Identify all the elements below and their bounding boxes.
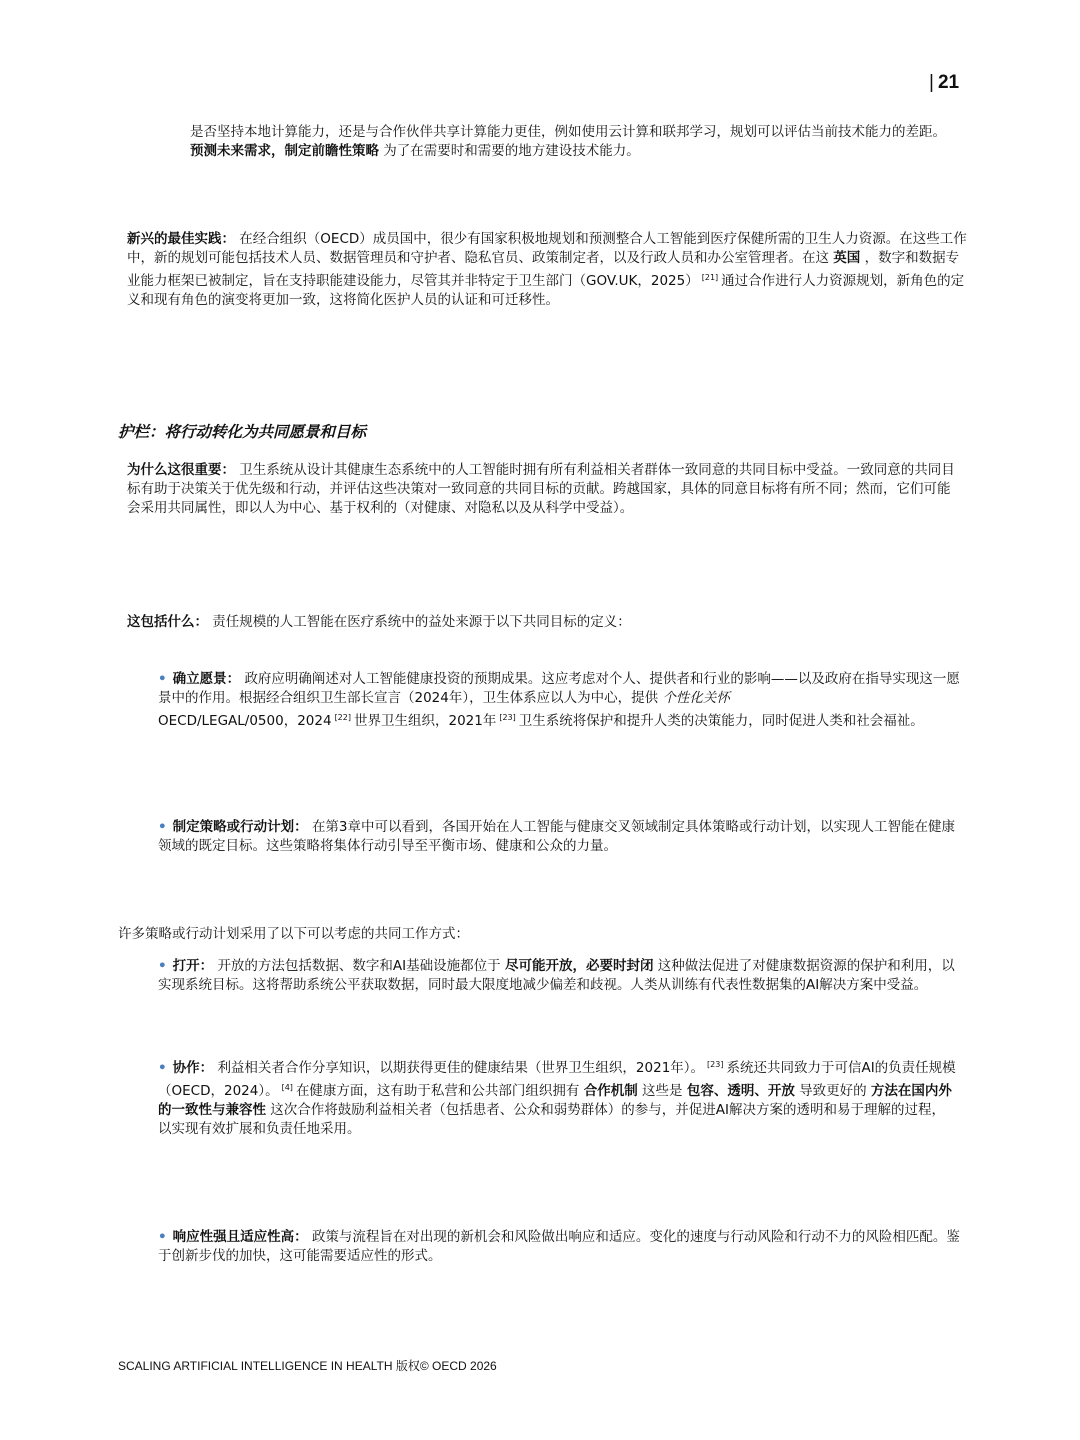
bullet-text-6: 这次合作将鼓励利益相关者（包括患者、公众和弱势群体）的参与，并促进AI解决方案的透明和易于理解的过程，以实现有效扩展和负责任地采用。 xyxy=(158,1102,946,1137)
bullet-marker: • xyxy=(158,671,167,687)
bullet-bold: 合作机制 xyxy=(583,1083,638,1099)
bullet-label: 打开： xyxy=(172,958,214,974)
bullet-text-2: 这种做法促进了对健康数据资源的保护和利用，以实现系统目标。这将帮助系统公平获取数据，同时最大限度地减少偏差和歧视。人类从训练有代表性数据集的AI解决方案中受益。 xyxy=(158,958,955,993)
reference-marker: [22] xyxy=(334,713,351,722)
bullet-open xyxy=(158,957,963,995)
bullet-marker: • xyxy=(158,1060,167,1076)
page-number-value: 21 xyxy=(937,72,960,93)
bullet-marker: • xyxy=(158,958,167,974)
page-number xyxy=(929,72,959,94)
bullet-text: 政策与流程旨在对出现的新机会和风险做出响应和适应。变化的速度与行动风险和行动不力的风险相匹配。鉴于创新步伐的加快，这可能需要适应性的形式。 xyxy=(158,1229,960,1264)
page-number-separator: | xyxy=(929,72,934,93)
reference-marker: [23] xyxy=(707,1060,724,1069)
bullet-italic: 个性化关怀 xyxy=(662,690,730,706)
reference-marker: [4] xyxy=(281,1083,293,1092)
includes-label: 这包括什么： xyxy=(127,614,208,630)
reference-marker: [23] xyxy=(499,713,516,722)
bullet-label: 协作： xyxy=(172,1060,214,1076)
intro-text: 是否坚持本地计算能力，还是与合作伙伴共享计算能力更佳，例如使用云计算和联邦学习，规划可以评估当前技术能力的差距。 xyxy=(190,124,946,140)
bullet-marker: • xyxy=(158,819,167,835)
bullet-bold-2: 包容、透明、开放 xyxy=(686,1083,795,1099)
bullet-responsive xyxy=(158,1228,963,1266)
footer: SCALING ARTIFICIAL INTELLIGENCE IN HEALTH 版权© OECD 2026 xyxy=(118,1359,497,1373)
bullet-text-4: 这些是 xyxy=(642,1083,683,1099)
bullet-bold-3: 方法在国内外的一致性与兼容性 xyxy=(158,1083,952,1118)
bullet-text-4: 卫生系统将保护和提升人类的决策能力，同时促进人类和社会福祉。 xyxy=(518,713,924,729)
best-practice-text-3: 通过合作进行人力资源规划，新角色的定义和现有角色的演变将更加一致，这将简化医护人员的认证和可迁移性。 xyxy=(127,273,965,308)
bullet-label: 制定策略或行动计划： xyxy=(172,819,308,835)
bullet-text-3: 世界卫生组织，2021年 xyxy=(353,713,497,729)
why-text: 卫生系统从设计其健康生态系统中的人工智能时拥有所有利益相关者群体一致同意的共同目标中受益。一致同意的共同目标有助于决策关于优先级和行动，并评估这些决策对一致同意的共同目标的贡献。跨越国家，具体的同意目标将有所不同；然而，它们可能会采用共同属性，即以人为中心、基于权利的（对健康、对隐私以及从科学中受益）。 xyxy=(127,462,955,516)
bullet-bold: 尽可能开放，必要时封闭 xyxy=(504,958,654,974)
best-practice-label: 新兴的最佳实践： xyxy=(127,231,235,247)
ways-intro: 许多策略或行动计划采用了以下可以考虑的共同工作方式： xyxy=(118,926,469,942)
bullet-text-5: 导致更好的 xyxy=(799,1083,867,1099)
bullet-text: 在第3章中可以看到，各国开始在人工智能与健康交叉领域制定具体策略或行动计划，以实现人工智能在健康领域的既定目标。这些策略将集体行动引导至平衡市场、健康和公众的力量。 xyxy=(158,819,956,854)
best-practice-bold: 英国 xyxy=(833,250,861,266)
best-practice-text: 在经合组织（OECD）成员国中，很少有国家积极地规划和预测整合人工智能到医疗保健所需的卫生人力资源。在这些工作中，新的规划可能包括技术人员、数据管理员和守护者、隐私官员、政策制定者，以及行政人员和办公室管理者。在这 xyxy=(127,231,967,266)
bullet-text-2: OECD/LEGAL/0500，2024 xyxy=(158,713,332,729)
bullet-strategy xyxy=(158,818,958,856)
bullet-text-2: 系统还共同致力于可信AI的负责任规模（OECD，2024）。 xyxy=(158,1060,956,1099)
section-title: 护栏：将行动转化为共同愿景和目标 xyxy=(118,423,367,441)
bullet-text-3: 在健康方面，这有助于私营和公共部门组织拥有 xyxy=(295,1083,580,1099)
bullet-label: 响应性强且适应性高： xyxy=(172,1229,308,1245)
bullet-vision xyxy=(158,670,963,731)
bullet-text: 利益相关者合作分享知识，以期获得更佳的健康结果（世界卫生组织，2021年）。 xyxy=(217,1060,705,1076)
bullet-label: 确立愿景： xyxy=(172,671,241,687)
why-label: 为什么这很重要： xyxy=(127,462,235,478)
bullet-text: 政府应明确阐述对人工智能健康投资的预期成果。这应考虑对个人、提供者和行业的影响——以及政府在指导实现这一愿景中的作用。根据经合组织卫生部长宣言（2024年），卫生体系应以人为中心，提供 xyxy=(158,671,960,706)
intro-bold: 预测未来需求，制定前瞻性策略 xyxy=(190,143,379,159)
intro-text-2: 为了在需要时和需要的地方建设技术能力。 xyxy=(383,143,640,159)
best-practice-paragraph xyxy=(127,230,967,310)
includes-paragraph xyxy=(127,613,962,632)
intro-paragraph xyxy=(190,123,960,161)
best-practice-text-2: ，数字和数据专业能力框架已被制定，旨在支持职能建设能力，尽管其并非特定于卫生部门（GOV.UK，2025） xyxy=(127,250,960,289)
why-paragraph xyxy=(127,461,962,518)
bullet-marker: • xyxy=(158,1229,167,1245)
includes-text: 责任规模的人工智能在医疗系统中的益处来源于以下共同目标的定义： xyxy=(212,614,631,630)
reference-marker: [21] xyxy=(701,273,719,282)
bullet-collaborate xyxy=(158,1055,958,1139)
bullet-text: 开放的方法包括数据、数字和AI基础设施都位于 xyxy=(217,958,501,974)
